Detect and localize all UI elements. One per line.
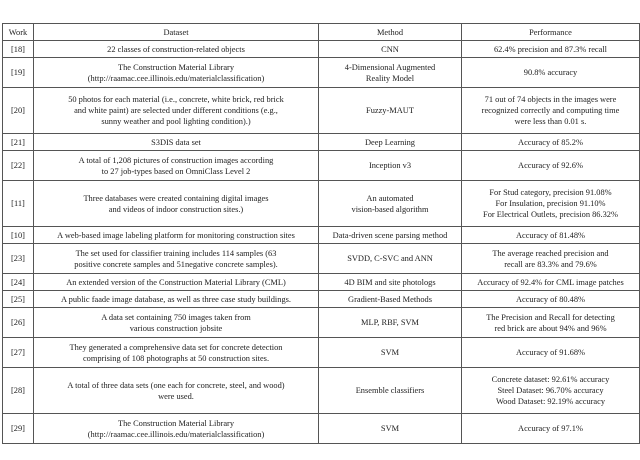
method-line: SVM (380, 348, 400, 357)
method-line: Ensemble classifiers (355, 386, 425, 395)
cell-method (319, 274, 462, 291)
header-dataset: Dataset (34, 24, 319, 41)
performance-line: Accuracy of 80.48% (515, 294, 586, 304)
cell-work: [25] (3, 291, 34, 308)
cell-work: [29] (3, 414, 34, 444)
method-line: Data-driven scene parsing method (332, 230, 448, 240)
table-row (3, 338, 640, 368)
dataset-line: 22 classes of construction-related objects (107, 44, 245, 54)
performance-line: For Electrical Outlets, precision 86.32% (483, 210, 618, 219)
cell-performance (462, 181, 640, 227)
performance-line: For Insulation, precision 91.10% (495, 199, 606, 208)
cell-performance (462, 274, 640, 291)
cell-performance (462, 58, 640, 88)
cell-performance (462, 414, 640, 444)
cell-performance (462, 151, 640, 181)
table-row (3, 291, 640, 308)
performance-line: recall are 83.3% and 79.6% (504, 259, 597, 269)
cell-dataset (34, 58, 319, 88)
table-row (3, 181, 640, 227)
dataset-line: and white paint) are selected under different conditions (e.g., (74, 106, 278, 115)
table-row (3, 244, 640, 274)
dataset-line: A total of 1,208 pictures of construction images according (78, 155, 274, 165)
header-performance: Performance (462, 24, 640, 41)
performance-line: Accuracy of 85.2% (518, 137, 583, 147)
cell-performance (462, 88, 640, 134)
dataset-line: A data set containing 750 images taken from (101, 312, 251, 322)
table-row (3, 41, 640, 58)
method-line: MLP, RBF, SVM (361, 318, 419, 327)
cell-method (319, 338, 462, 368)
cell-work: [28] (3, 368, 34, 414)
dataset-line: Three databases were created containing digital images (83, 193, 269, 203)
dataset-line: S3DIS data set (151, 137, 201, 147)
cell-work: [24] (3, 274, 34, 291)
cell-dataset (34, 244, 319, 274)
performance-line: Accuracy of 81.48% (515, 230, 586, 240)
header-row (3, 24, 640, 41)
performance-line: red brick are about 94% and 96% (494, 323, 607, 333)
cell-performance (462, 244, 640, 274)
table-row (3, 274, 640, 291)
performance-line: For Stud category, precision 91.08% (489, 188, 612, 197)
method-line: Deep Learning (365, 137, 415, 147)
dataset-line: sunny weather and pool lighting condition).) (101, 117, 251, 126)
cell-performance (462, 227, 640, 244)
cell-method (319, 414, 462, 444)
cell-method (319, 151, 462, 181)
cell-work: [11] (3, 181, 34, 227)
performance-line: Accuracy of 92.4% for CML image patches (477, 277, 624, 287)
cell-method (319, 227, 462, 244)
cell-dataset (34, 308, 319, 338)
cell-work: [21] (3, 134, 34, 151)
table-row (3, 134, 640, 151)
cell-dataset (34, 274, 319, 291)
header-method: Method (319, 24, 462, 41)
cell-performance (462, 368, 640, 414)
comparison-table (2, 23, 640, 444)
method-line: SVM (380, 424, 400, 433)
method-line: An automated (366, 193, 414, 203)
cell-work: [23] (3, 244, 34, 274)
table-row (3, 227, 640, 244)
performance-line: Accuracy of 97.1% (518, 424, 583, 433)
dataset-line: The set used for classifier training includes 114 samples (63 (75, 248, 277, 258)
cell-work: [20] (3, 88, 34, 134)
table-row (3, 88, 640, 134)
dataset-line: and videos of indoor construction sites.) (108, 204, 244, 214)
cell-dataset (34, 151, 319, 181)
cell-work: [27] (3, 338, 34, 368)
method-line: SVDD, C-SVC and ANN (347, 254, 433, 263)
dataset-line: (http://raamac.cee.illinois.edu/materialclassification) (87, 429, 265, 439)
cell-dataset (34, 291, 319, 308)
cell-method (319, 291, 462, 308)
performance-line: The Precision and Recall for detecting (486, 312, 615, 322)
dataset-line: 50 photos for each material (i.e., concrete, white brick, red brick (68, 95, 284, 104)
cell-method (319, 181, 462, 227)
dataset-line: The Construction Material Library (117, 62, 235, 72)
cell-dataset (34, 414, 319, 444)
method-line: vision-based algorithm (351, 204, 429, 214)
performance-line: Concrete dataset: 92.61% accuracy (491, 375, 610, 384)
cell-method (319, 41, 462, 58)
table-row (3, 58, 640, 88)
cell-method (319, 88, 462, 134)
dataset-line: (http://raamac.cee.illinois.edu/materialclassification) (87, 73, 265, 83)
performance-line: The average reached precision and (492, 248, 609, 258)
cell-dataset (34, 181, 319, 227)
method-line: Fuzzy-MAUT (366, 106, 414, 115)
cell-performance (462, 308, 640, 338)
dataset-line: An extended version of the Construction Material Library (CML) (66, 277, 286, 287)
cell-method (319, 58, 462, 88)
dataset-line: various construction jobsite (129, 323, 223, 333)
method-line: 4D BIM and site photologs (344, 277, 436, 287)
dataset-line: to 27 job-types based on OmniClass Level 2 (101, 166, 251, 176)
performance-line: were less than 0.01 s. (514, 117, 587, 126)
cell-performance (462, 41, 640, 58)
dataset-line: They generated a comprehensive data set for concrete detection (69, 342, 283, 352)
dataset-line: A public faade image database, as well as three case study buildings. (60, 294, 291, 304)
performance-line: 71 out of 74 objects in the images were (484, 95, 617, 104)
cell-work: [26] (3, 308, 34, 338)
method-line: 4-Dimensional Augmented (344, 62, 436, 72)
table-row (3, 308, 640, 338)
performance-line: Wood Dataset: 92.19% accuracy (495, 397, 606, 406)
cell-dataset (34, 134, 319, 151)
cell-method (319, 368, 462, 414)
dataset-line: A total of three data sets (one each for concrete, steel, and wood) (67, 380, 285, 390)
method-line: Gradient-Based Methods (348, 294, 432, 304)
method-line: CNN (381, 44, 399, 54)
method-line: Inception v3 (368, 161, 412, 170)
cell-method (319, 134, 462, 151)
cell-performance (462, 134, 640, 151)
cell-work: [19] (3, 58, 34, 88)
dataset-line: A web-based image labeling platform for monitoring construction sites (57, 230, 295, 240)
performance-line: Steel Dataset: 96.70% accuracy (497, 386, 604, 395)
cell-performance (462, 291, 640, 308)
dataset-line: were used. (158, 391, 194, 401)
dataset-line: positive concrete samples and 51negative concrete samples). (74, 259, 278, 269)
performance-line: Accuracy of 92.6% (518, 161, 583, 170)
performance-line: 62.4% precision and 87.3% recall (493, 44, 608, 54)
cell-method (319, 244, 462, 274)
cell-work: [10] (3, 227, 34, 244)
performance-line: Accuracy of 91.68% (515, 348, 586, 357)
dataset-line: The Construction Material Library (117, 418, 235, 428)
cell-work: [18] (3, 41, 34, 58)
table-row (3, 414, 640, 444)
cell-dataset (34, 88, 319, 134)
table-row (3, 368, 640, 414)
cell-method (319, 308, 462, 338)
cell-dataset (34, 227, 319, 244)
table-body (3, 41, 640, 444)
cell-dataset (34, 41, 319, 58)
cell-work: [22] (3, 151, 34, 181)
table-row (3, 151, 640, 181)
performance-line: recognized correctly and computing time (481, 106, 620, 115)
dataset-line: comprising of 108 photographs at 50 construction sites. (82, 353, 270, 363)
performance-line: 90.8% accuracy (523, 68, 578, 77)
method-line: Reality Model (365, 73, 415, 83)
header-work: Work (3, 24, 34, 41)
cell-performance (462, 338, 640, 368)
cell-dataset (34, 368, 319, 414)
cell-dataset (34, 338, 319, 368)
